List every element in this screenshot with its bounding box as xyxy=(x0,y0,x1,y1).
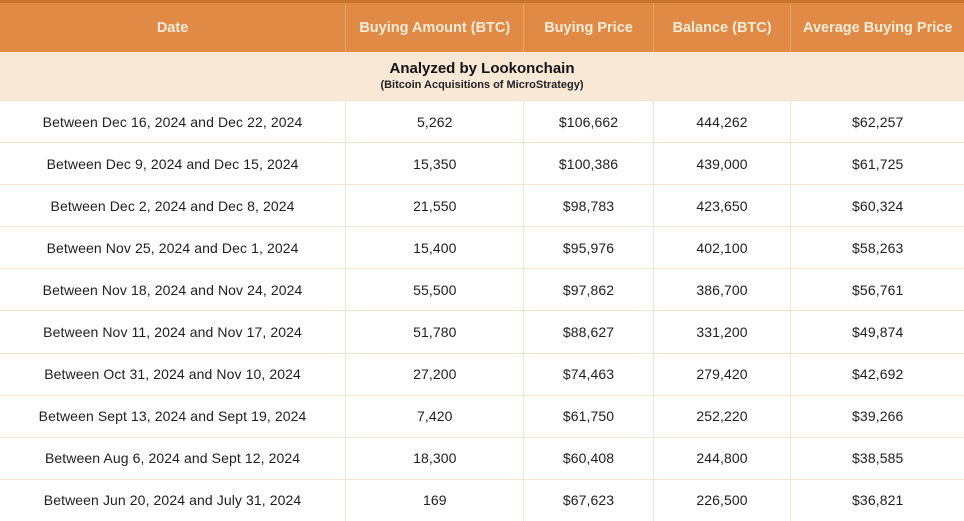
table-row xyxy=(0,184,964,226)
table-body xyxy=(0,100,964,521)
buying-price-cell: $88,627 xyxy=(523,311,652,352)
average-buying-price-cell: $62,257 xyxy=(790,101,964,142)
buying-price-cell: $67,623 xyxy=(523,480,652,521)
date-cell: Between Dec 2, 2024 and Dec 8, 2024 xyxy=(50,197,295,214)
date-cell: Between Nov 18, 2024 and Nov 24, 2024 xyxy=(42,281,303,298)
table-row xyxy=(0,395,964,437)
date-cell: Between Dec 16, 2024 and Dec 22, 2024 xyxy=(42,113,303,130)
buying-amount-cell: 18,300 xyxy=(345,438,523,479)
balance-cell: 226,500 xyxy=(653,480,791,521)
table-row xyxy=(0,142,964,184)
analysis-note: (Bitcoin Acquisitions of MicroStrategy) xyxy=(380,78,584,91)
date-cell: Between Oct 31, 2024 and Nov 10, 2024 xyxy=(44,366,301,383)
buying-amount-cell: 21,550 xyxy=(345,185,523,226)
balance-cell: 402,100 xyxy=(653,227,791,268)
balance-cell: 423,650 xyxy=(653,185,791,226)
date-cell: Between Dec 9, 2024 and Dec 15, 2024 xyxy=(46,155,299,172)
average-buying-price-cell: $56,761 xyxy=(790,269,964,310)
table-header-row xyxy=(0,0,964,52)
average-buying-price-cell: $36,821 xyxy=(790,480,964,521)
column-header-balance: Balance (BTC) xyxy=(653,3,791,52)
buying-amount-cell: 27,200 xyxy=(345,354,523,395)
balance-cell: 444,262 xyxy=(653,101,791,142)
date-cell: Between Aug 6, 2024 and Sept 12, 2024 xyxy=(44,450,301,467)
table-row xyxy=(0,479,964,521)
buying-amount-cell: 15,350 xyxy=(345,143,523,184)
buying-amount-cell: 5,262 xyxy=(345,101,523,142)
buying-price-cell: $106,662 xyxy=(523,101,652,142)
date-cell: Between Nov 11, 2024 and Nov 17, 2024 xyxy=(43,324,302,341)
buying-price-cell: $97,862 xyxy=(523,269,652,310)
buying-price-cell: $100,386 xyxy=(523,143,652,184)
table-row xyxy=(0,100,964,142)
average-buying-price-cell: $58,263 xyxy=(790,227,964,268)
balance-cell: 279,420 xyxy=(653,354,791,395)
average-buying-price-cell: $61,725 xyxy=(790,143,964,184)
buying-price-cell: $60,408 xyxy=(523,438,652,479)
average-buying-price-cell: $39,266 xyxy=(790,396,964,437)
table-row xyxy=(0,226,964,268)
analysis-credit: Analyzed by Lookonchain xyxy=(389,59,575,77)
buying-price-cell: $98,783 xyxy=(523,185,652,226)
buying-amount-cell: 7,420 xyxy=(345,396,523,437)
table-row xyxy=(0,268,964,310)
average-buying-price-cell: $60,324 xyxy=(790,185,964,226)
table-row xyxy=(0,310,964,352)
column-header-buying-amount: Buying Amount (BTC) xyxy=(345,3,523,52)
table-subtitle-band xyxy=(0,52,964,100)
balance-cell: 331,200 xyxy=(653,311,791,352)
balance-cell: 244,800 xyxy=(653,438,791,479)
buying-amount-cell: 55,500 xyxy=(345,269,523,310)
average-buying-price-cell: $38,585 xyxy=(790,438,964,479)
average-buying-price-cell: $49,874 xyxy=(790,311,964,352)
column-header-buying-price: Buying Price xyxy=(523,3,652,52)
balance-cell: 252,220 xyxy=(653,396,791,437)
column-header-average-buying-price: Average Buying Price xyxy=(790,3,964,52)
table-row xyxy=(0,437,964,479)
date-cell: Between Jun 20, 2024 and July 31, 2024 xyxy=(43,492,302,509)
column-header-date: Date xyxy=(156,19,189,36)
buying-amount-cell: 51,780 xyxy=(345,311,523,352)
date-cell: Between Nov 25, 2024 and Dec 1, 2024 xyxy=(46,239,299,256)
buying-price-cell: $95,976 xyxy=(523,227,652,268)
table-row xyxy=(0,353,964,395)
buying-price-cell: $61,750 xyxy=(523,396,652,437)
average-buying-price-cell: $42,692 xyxy=(790,354,964,395)
balance-cell: 439,000 xyxy=(653,143,791,184)
buying-price-cell: $74,463 xyxy=(523,354,652,395)
balance-cell: 386,700 xyxy=(653,269,791,310)
buying-amount-cell: 169 xyxy=(345,480,523,521)
date-cell: Between Sept 13, 2024 and Sept 19, 2024 xyxy=(38,408,307,425)
buying-amount-cell: 15,400 xyxy=(345,227,523,268)
